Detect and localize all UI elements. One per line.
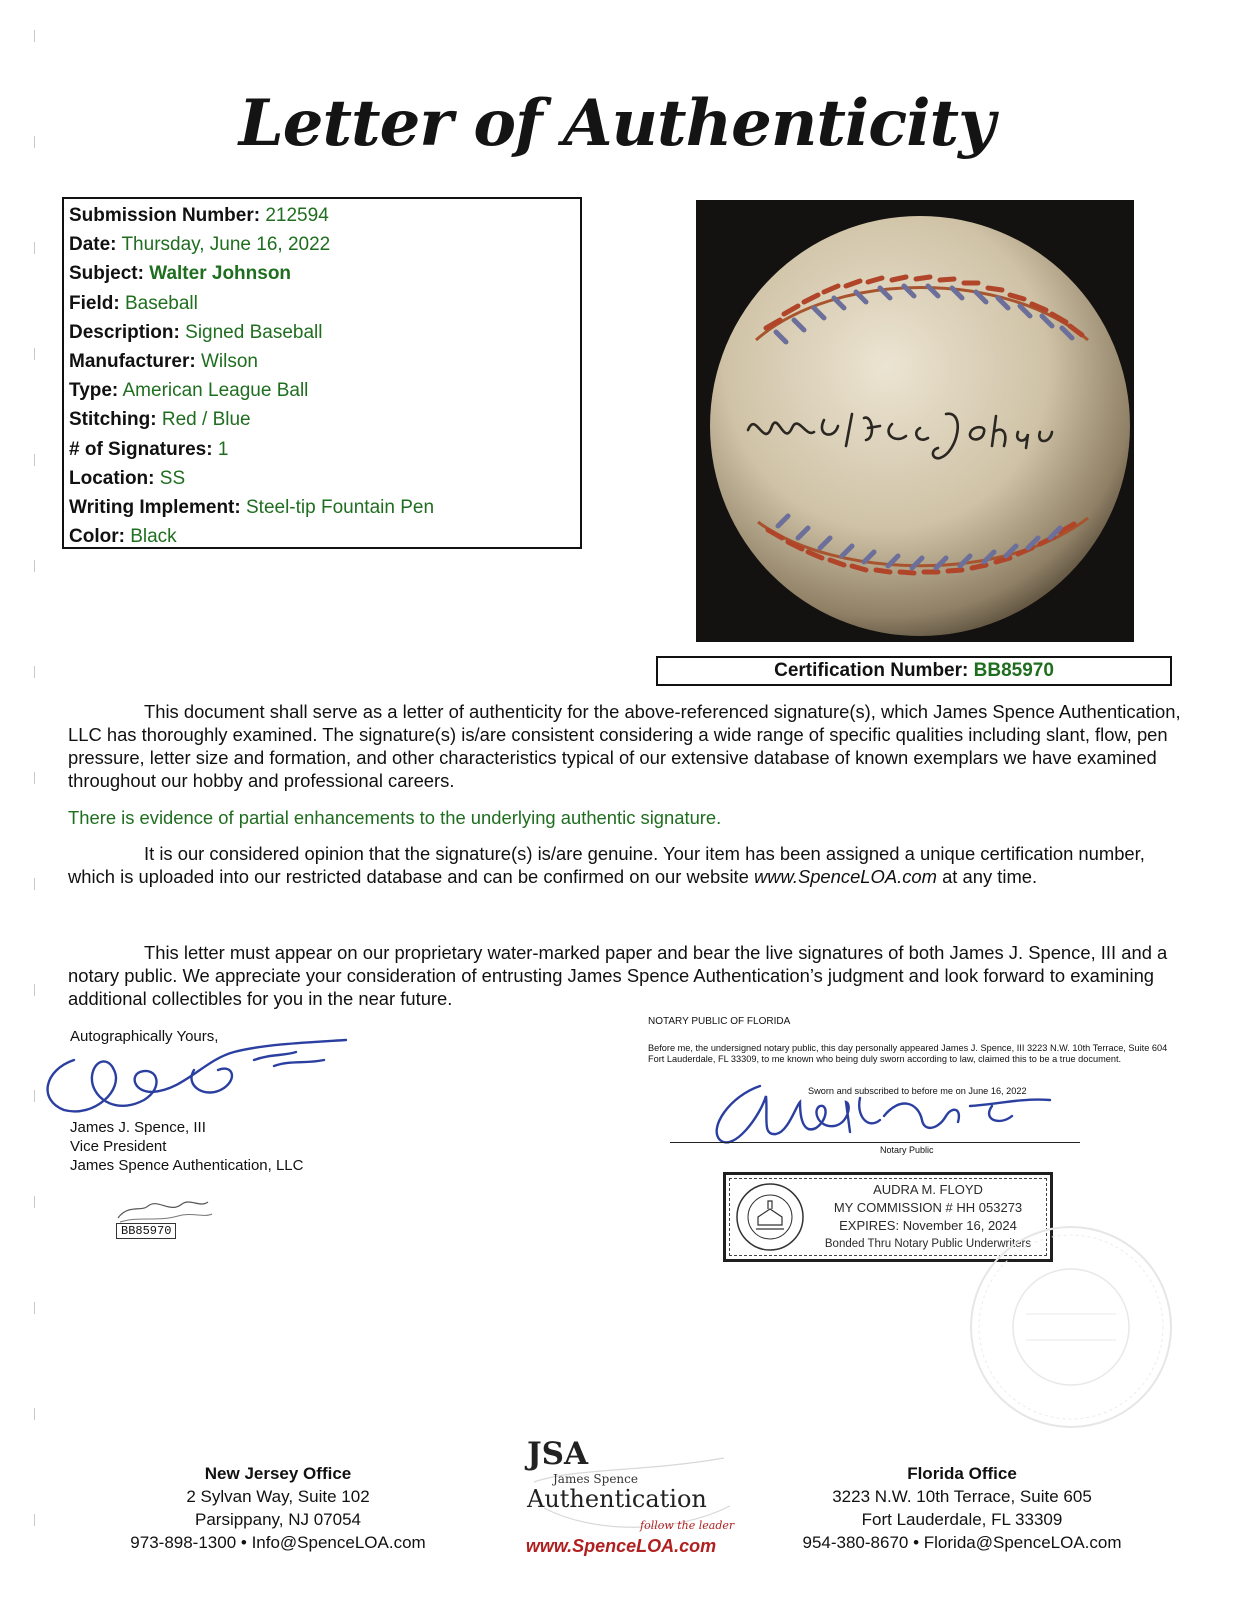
signer-block [70,1118,303,1175]
enhancement-note: There is evidence of partial enhancements to the underlying authentic signature. [68,807,722,828]
office-heading: Florida Office [907,1464,1017,1483]
office-contact-line: 954-380-8670 • Florida@SpenceLOA.com [802,1533,1122,1552]
office-address-line: 2 Sylvan Way, Suite 102 [186,1487,370,1506]
detail-value: Baseball [124,292,198,314]
detail-label: Manufacturer: [69,350,196,372]
detail-label: Writing Implement: [69,496,241,518]
notary-name: AUDRA M. FLOYD [873,1182,983,1197]
detail-value: 1 [217,438,229,460]
detail-row-subject [69,259,580,288]
paragraph-text: This letter must appear on our proprietary water-marked paper and bear the live signatures of both James J. Spence, III and a notary public. We appreciate your consideration of entrusting James Spence Authentication’s judgment and look forward to examining additional collectibles for you in the near future. [68,942,1168,1009]
detail-row-type [69,376,580,405]
signed-baseball-photo [696,200,1134,642]
florida-office [752,1462,1172,1554]
paragraph-opinion [68,842,1188,888]
detail-label: Description: [69,321,180,343]
paragraph-authenticity [68,700,1188,792]
jsa-logo-james-spence: James Spence [553,1472,638,1486]
detail-label: Location: [69,467,155,489]
paragraph-text-end: at any time. [936,866,1038,887]
detail-value: Wilson [200,350,258,372]
detail-value: SS [159,467,186,489]
office-city-line: Parsippany, NJ 07054 [194,1510,361,1529]
notary-signature [700,1076,1080,1156]
notary-commission: MY COMMISSION # HH 053273 [833,1200,1023,1215]
detail-row-color [69,522,580,551]
website-link[interactable]: www.SpenceLOA.com [754,866,937,887]
detail-value: Steel-tip Fountain Pen [246,496,435,518]
certification-label: Certification Number: [774,660,969,681]
certification-number-box [656,656,1172,686]
page-title: Letter of Authenticity [238,86,995,161]
notary-heading: NOTARY PUBLIC OF FLORIDA [648,1016,791,1027]
detail-row-location [69,464,580,493]
notary-sworn-line: Sworn and subscribed to before me on June 16, 2022 [808,1086,1027,1096]
margin-ruler [34,30,38,1550]
notary-signature-line [670,1142,1080,1143]
detail-label: Color: [69,526,125,548]
detail-label: Stitching: [69,409,157,431]
detail-row-writing-implement [69,493,580,522]
detail-row-description [69,318,580,347]
notary-public-label: Notary Public [880,1145,934,1155]
detail-row-stitching [69,405,580,434]
detail-row-date [69,230,580,259]
office-city-line: Fort Lauderdale, FL 33309 [861,1510,1063,1529]
paragraph-paper-notice [68,941,1188,1010]
sticker-number: BB85970 [116,1223,176,1239]
new-jersey-office [68,1462,488,1554]
detail-label: Field: [69,292,120,314]
detail-value: Walter Johnson [149,263,292,285]
paragraph-text: This document shall serve as a letter of authenticity for the above-referenced signature(s), which James Spence Authentication, LLC has thoroughly examined. The signature(s) is/are consistent considering a wide range of specific qualities including slant, flow, pen pressure, letter size and formation, and other characteristics typical of our extensive database of known exemplars we have examined throughout our hobby and professional careers. [68,701,1181,791]
signer-title: Vice President [70,1138,167,1155]
notary-expires: EXPIRES: November 16, 2024 [839,1218,1017,1233]
spence-signature [34,1030,354,1120]
detail-value: Thursday, June 16, 2022 [121,234,331,256]
notary-bonded: Bonded Thru Notary Public Underwriters [824,1238,1032,1250]
jsa-logo-tagline: follow the leader [640,1519,735,1532]
office-heading: New Jersey Office [204,1464,352,1483]
detail-row-field [69,289,580,318]
detail-row-manufacturer [69,347,580,376]
detail-value: American League Ball [122,380,309,402]
jsa-logo-authentication: Authentication [527,1485,707,1513]
embossed-notary-seal [966,1222,1176,1432]
office-address-line: 3223 N.W. 10th Terrace, Suite 605 [832,1487,1092,1506]
detail-row-submission-number [69,201,580,230]
detail-label: # of Signatures: [69,438,213,460]
paragraph-opinion-text [68,842,1188,888]
paragraph-text: It is our considered opinion that the signature(s) is/are genuine. Your item has been assigned a unique certification number, which is uploaded into our restricted database and can be confirmed on our website [68,843,1145,887]
detail-label: Submission Number: [69,205,261,226]
notary-statement: Before me, the undersigned notary public, this day personally appeared James J. Spence, III 3223 N.W. 10th Terrace, Suite 604 Fort Lauderdale, FL 33309, to me known who being duly sworn according to law, claimed this to be a true document. [648,1043,1168,1064]
jsa-logo-letters: JSA [527,1436,589,1472]
closing-text: Autographically Yours, [70,1028,219,1045]
detail-value: 212594 [265,205,329,226]
signer-name: James J. Spence, III [70,1119,206,1136]
detail-label: Date: [69,234,117,256]
detail-value: Black [130,526,177,548]
office-contact-line: 973-898-1300 • Info@SpenceLOA.com [130,1533,426,1552]
florida-seal-icon [734,1181,806,1253]
certification-number: BB85970 [973,660,1054,681]
detail-label: Subject: [69,263,144,285]
signer-company: James Spence Authentication, LLC [70,1157,304,1174]
submission-details-box [62,197,582,549]
footer-website-link[interactable]: www.SpenceLOA.com [525,1536,717,1556]
detail-label: Type: [69,380,119,402]
detail-value: Signed Baseball [185,321,323,343]
detail-value: Red / Blue [161,409,251,431]
detail-row-signature-count [69,435,580,464]
